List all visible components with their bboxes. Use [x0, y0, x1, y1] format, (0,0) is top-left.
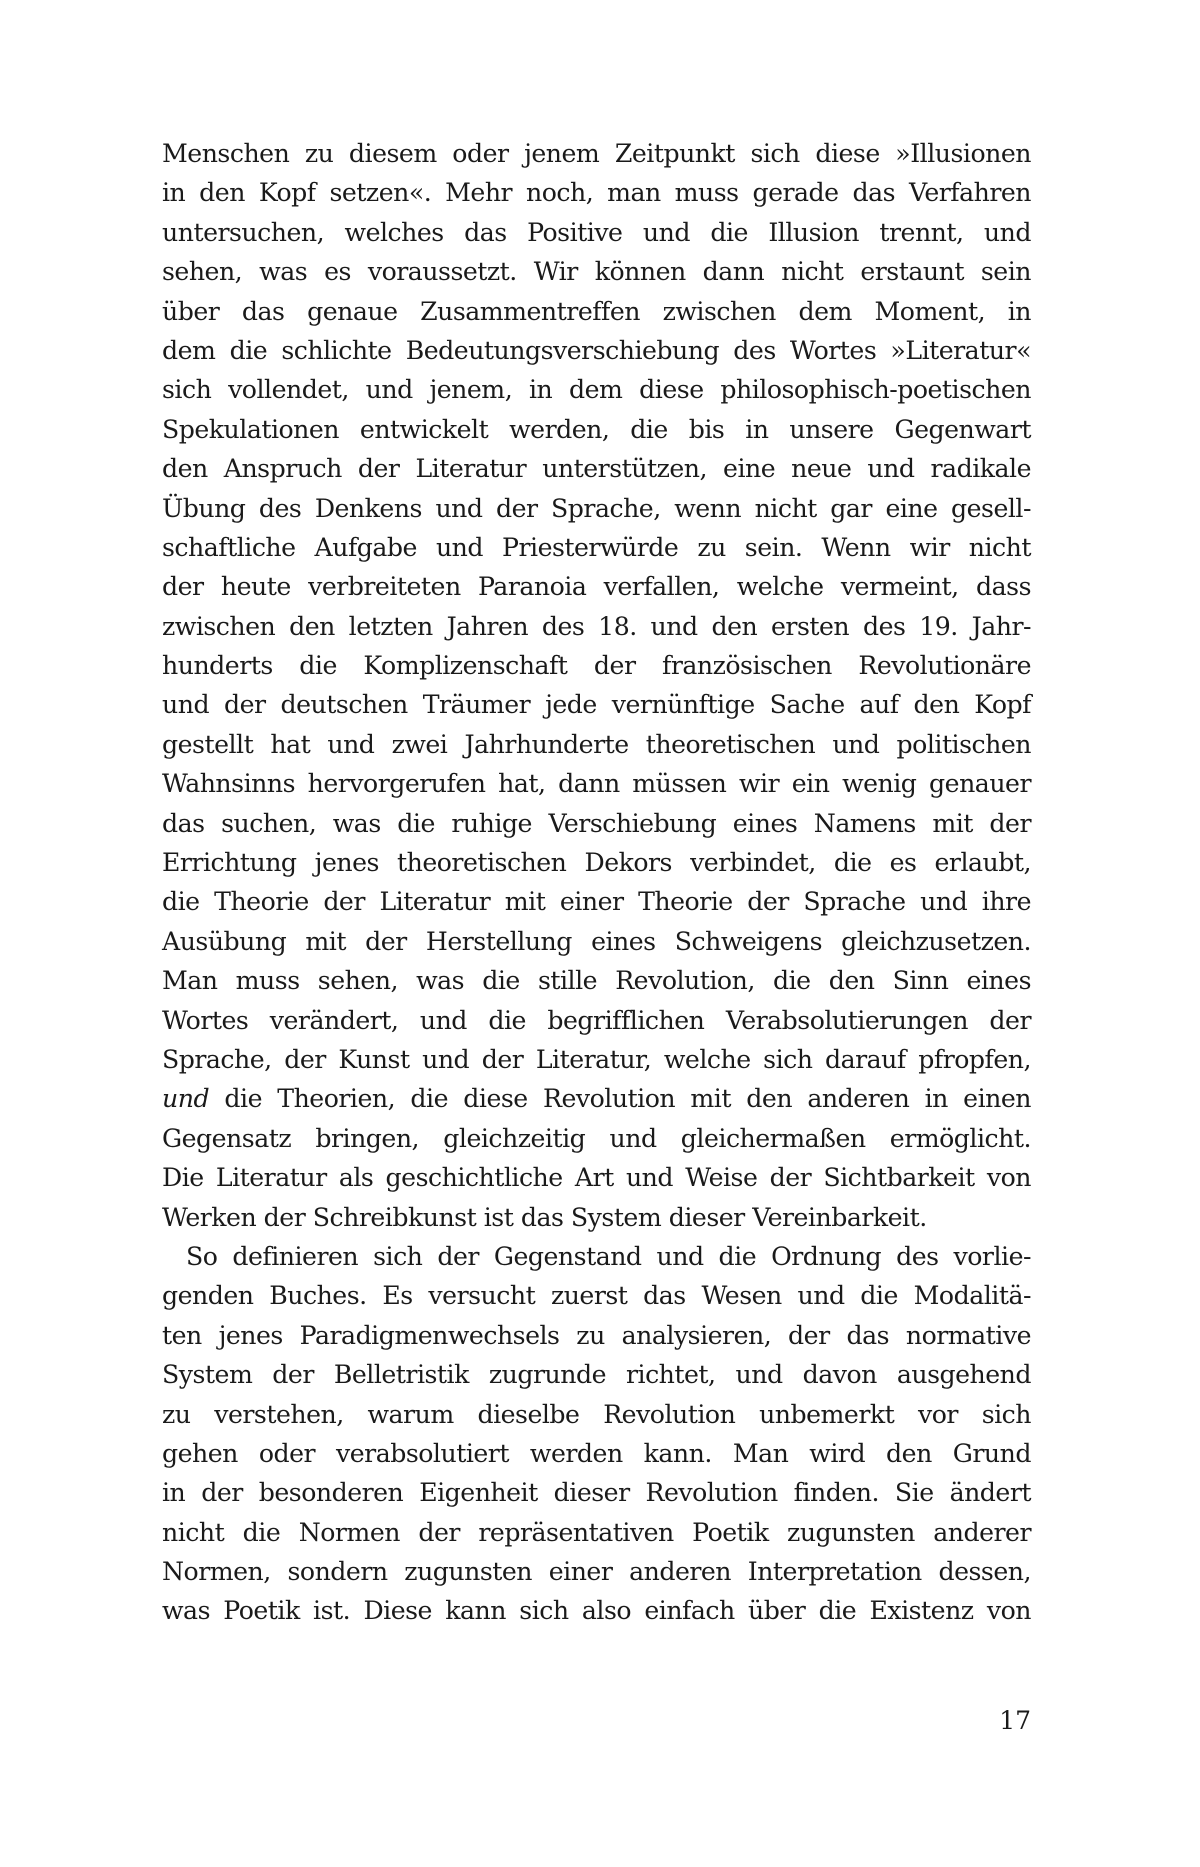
text-line: in der besonderen Eigenheit dieser Revolution finden. Sie ändert: [162, 1478, 1031, 1508]
text-line: Wortes verändert, und die begrifflichen Verabsolutierungen der: [162, 1005, 1031, 1035]
text-line: Gegensatz bringen, gleichzeitig und gleichermaßen ermöglicht.: [162, 1123, 1031, 1153]
paragraph: [162, 1237, 1031, 1631]
text-line: Sprache, der Kunst und der Literatur, welche sich darauf pfropfen,: [162, 1044, 1031, 1074]
text-line: Ausübung mit der Herstellung eines Schweigens gleichzusetzen.: [162, 926, 1031, 956]
text-line: was Poetik ist. Diese kann sich also einfach über die Existenz von: [162, 1596, 1031, 1626]
text-line: sich vollendet, und jenem, in dem diese philosophisch-poetischen: [162, 375, 1031, 405]
text-line: in den Kopf setzen«. Mehr noch, man muss gerade das Verfahren: [162, 178, 1031, 208]
text-line: ten jenes Paradigmenwechsels zu analysieren, der das normative: [162, 1320, 1031, 1350]
text-line: genden Buches. Es versucht zuerst das Wesen und die Modalitä-: [162, 1281, 1031, 1311]
page-number: 17: [999, 1706, 1031, 1735]
text-line: gehen oder verabsolutiert werden kann. Man wird den Grund: [162, 1438, 1031, 1468]
emphasis-word: und: [162, 1084, 210, 1114]
text-line: sehen, was es voraussetzt. Wir können dann nicht erstaunt sein: [162, 257, 1031, 287]
text-line: Die Literatur als geschichtliche Art und Weise der Sichtbarkeit von: [162, 1163, 1031, 1193]
text-line: So definieren sich der Gegenstand und die Ordnung des vorlie-: [186, 1241, 1031, 1271]
text-line: Werken der Schreibkunst ist das System dieser Vereinbarkeit.: [162, 1202, 927, 1232]
text-line: den Anspruch der Literatur unterstützen, eine neue und radikale: [162, 454, 1031, 484]
text-line: Übung des Denkens und der Sprache, wenn nicht gar eine gesell-: [162, 493, 1031, 523]
text-line: zwischen den letzten Jahren des 18. und den ersten des 19. Jahr-: [162, 611, 1031, 641]
text-line-rest: die Theorien, die diese Revolution mit den anderen in einen: [224, 1084, 1031, 1114]
text-line: untersuchen, welches das Positive und die Illusion trennt, und: [162, 217, 1031, 247]
text-line: dem die schlichte Bedeutungsverschiebung des Wortes »Literatur«: [162, 335, 1031, 365]
text-line-with-emphasis: [162, 1079, 1031, 1118]
text-line: über das genaue Zusammentreffen zwischen dem Moment, in: [162, 296, 1031, 326]
text-line: Errichtung jenes theoretischen Dekors verbindet, die es erlaubt,: [162, 848, 1031, 878]
text-line: das suchen, was die ruhige Verschiebung eines Namens mit der: [162, 808, 1031, 838]
text-line: gestellt hat und zwei Jahrhunderte theoretischen und politischen: [162, 729, 1031, 759]
page-body: [162, 134, 1031, 1631]
text-line: schaftliche Aufgabe und Priesterwürde zu sein. Wenn wir nicht: [162, 532, 1031, 562]
text-line: zu verstehen, warum dieselbe Revolution unbemerkt vor sich: [162, 1399, 1031, 1429]
text-line: Spekulationen entwickelt werden, die bis in unsere Gegenwart: [162, 414, 1031, 444]
text-line: Normen, sondern zugunsten einer anderen Interpretation dessen,: [162, 1557, 1031, 1587]
text-line: Man muss sehen, was die stille Revolution, die den Sinn eines: [162, 966, 1031, 996]
paragraph: [162, 134, 1031, 1237]
text-line: Menschen zu diesem oder jenem Zeitpunkt sich diese »Illusionen: [162, 139, 1031, 168]
text-line: hunderts die Komplizenschaft der französischen Revolutionäre: [162, 651, 1031, 681]
text-line: die Theorie der Literatur mit einer Theorie der Sprache und ihre: [162, 887, 1031, 917]
text-line: der heute verbreiteten Paranoia verfallen, welche vermeint, dass: [162, 572, 1031, 602]
text-line: Wahnsinns hervorgerufen hat, dann müssen wir ein wenig genauer: [162, 769, 1031, 799]
text-line: nicht die Normen der repräsentativen Poetik zugunsten anderer: [162, 1517, 1031, 1547]
text-line: und der deutschen Träumer jede vernünftige Sache auf den Kopf: [162, 690, 1031, 720]
text-line: System der Belletristik zugrunde richtet, und davon ausgehend: [162, 1360, 1031, 1390]
